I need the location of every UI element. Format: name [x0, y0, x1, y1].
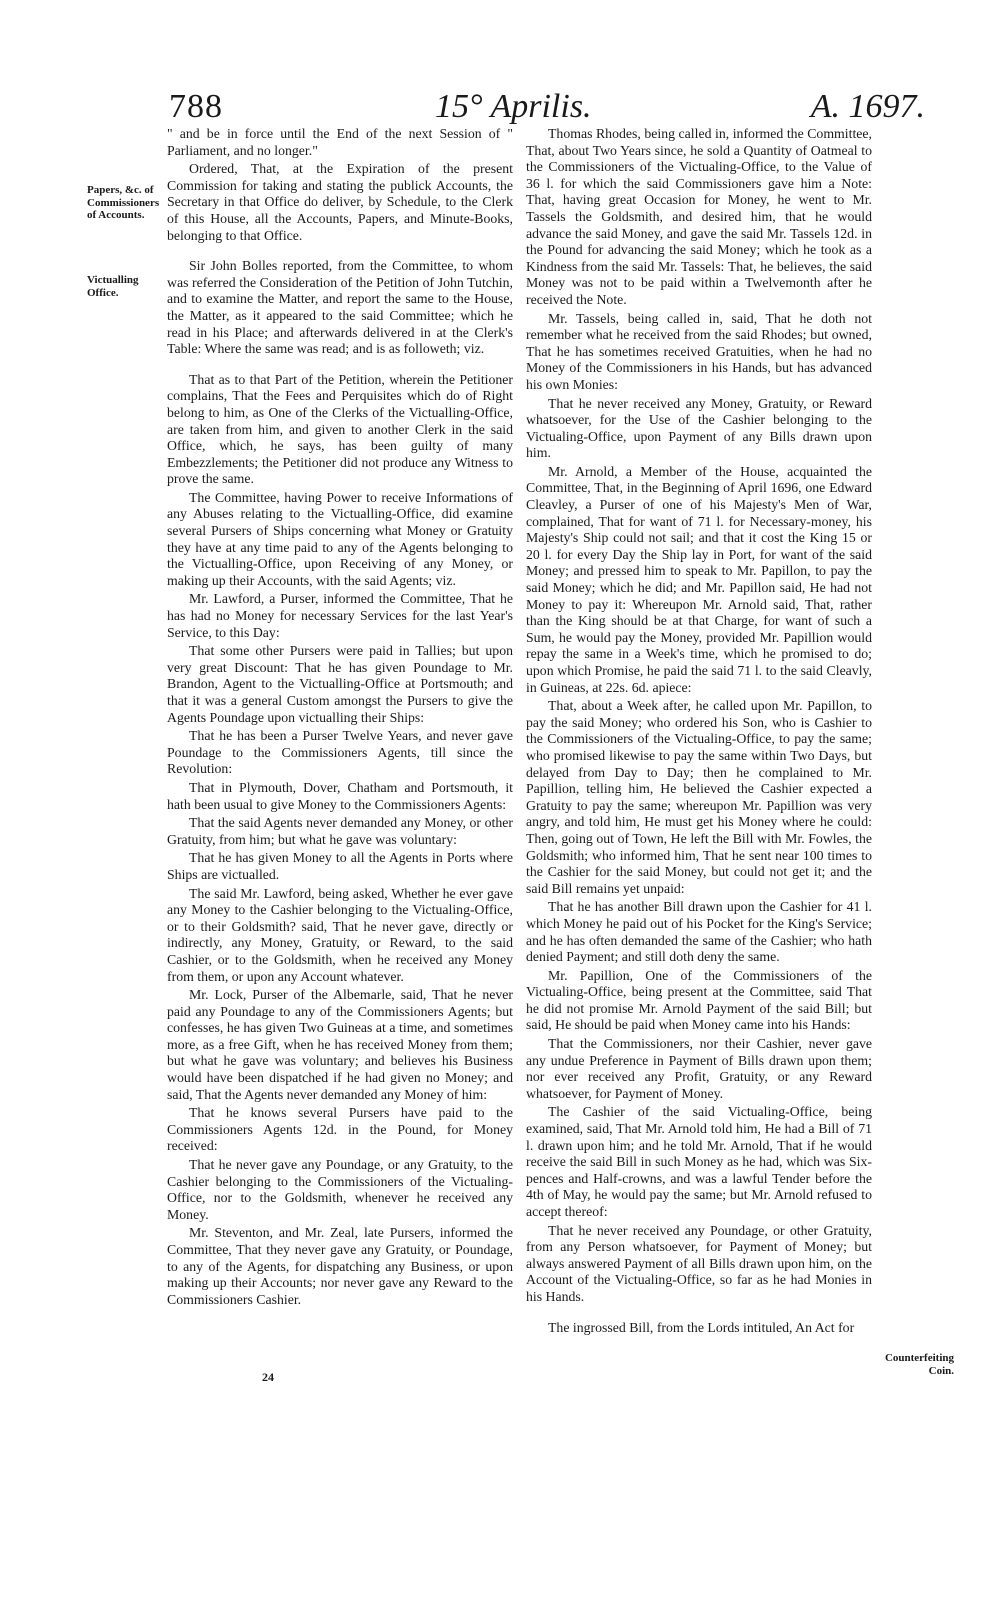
paragraph: That in Plymouth, Dover, Chatham and Portsmouth, it hath been usual to give Money to the Commissioners Agents: — [167, 779, 513, 812]
margin-note-papers: Papers, &c. of Commissioners of Accounts. — [87, 184, 160, 221]
paragraph: Mr. Papillion, One of the Commissioners of the Victualing-Office, being present at the Committee, said That he did not promise Mr. Arnold Payment of the said Bill; but said, He should be paid when Money came into his Hands: — [526, 967, 872, 1033]
paragraph: Thomas Rhodes, being called in, informed the Committee, That, about Two Years since, he sold a Quantity of Oatmeal to the Commissioners of the Victualing-Office, to the Value of 36 l. for which the said Commissioners gave him a Note: That, having great Occasion for Money, he went to Mr. Tassels the Goldsmith, and desired him, that he would advance the said Money, and gave the said Mr. Tassels 12d. in the Pound for advancing the said Money; which he took as a Kindness from the said Mr. Tassels: That, he believes, the said Money was not to be paid within a Twelvemonth after he received the Note. — [526, 126, 872, 307]
signature-mark: 24 — [262, 1370, 274, 1384]
paragraph: Mr. Lawford, a Purser, informed the Committee, That he has had no Money for necessary Services for the last Year's Service, to this Day: — [167, 591, 513, 640]
paragraph: That the Commissioners, nor their Cashier, never gave any undue Preference in Payment of Bills drawn upon them; nor ever received any Profit, Gratuity, or any Reward whatsoever, for Payment of Money. — [526, 1036, 872, 1101]
page-number: 788 — [169, 88, 223, 125]
paragraph: The Committee, having Power to receive Informations of any Abuses relating to the Victualling-Office, did examine several Pursers of Ships concerning what Money or Gratuity they have at any time paid to any of the Agents belonging to the Victualling-Office, upon Receiving of any Money, or making up their Accounts, with the said Agents; viz. — [167, 489, 513, 588]
paragraph: The ingrossed Bill, from the Lords intituled, An Act for — [548, 1319, 855, 1335]
paragraph: That some other Pursers were paid in Tallies; but upon very great Discount: That he has given Poundage to Mr. Brandon, Agent to the Victualling-Office at Portsmouth; and that it was a general Custom amongst the Pursers to give the Agents Poundage upon victualling their Ships: — [167, 643, 513, 725]
paragraph: That he has another Bill drawn upon the Cashier for 41 l. which Money he paid out of his Pocket for the King's Service; and he has often demanded the same of the Cashier; who hath denied Payment; and still doth deny the same. — [526, 899, 872, 965]
paragraph: That he never received any Money, Gratuity, or Reward whatsoever, for the Use of the Cashier belonging to the Victualing-Office, upon Payment of any Bills drawn upon him. — [526, 395, 872, 461]
paragraph: That he has been a Purser Twelve Years, and never gave Poundage to the Commissioners Agents, till since the Revolution: — [167, 728, 513, 777]
paragraph: That he never gave any Poundage, or any Gratuity, to the Cashier belonging to the Commissioners of the Victualing-Office, nor to the Goldsmith, whenever he received any Money. — [167, 1157, 513, 1222]
paragraph: That, about a Week after, he called upon Mr. Papillon, to pay the said Money; who ordered his Son, who is Cashier to the Commissioners of the Victualing-Office, to pay the same; who promised likewise to pay the same within Two Days, but delayed from Day to Day; then he complained to Mr. Papillion, telling him, He believed the Cashier expected a Gratuity to pay the same; whereupon Mr. Papillion was very angry, and told him, He must get his Money where he could: Then, going out of Town, He left the Bill with Mr. Fowles, the Goldsmith; who informed him, That he sent near 100 times to the Cashier for the said Money, but could not get it; and the said Bill remains yet unpaid: — [526, 698, 872, 896]
page-year: A. 1697. — [810, 88, 925, 125]
right-column — [526, 126, 872, 1338]
paragraph: That as to that Part of the Petition, wherein the Petitioner complains, That the Fees and Perquisites which do of Right belong to him, as One of the Clerks of the Victualling-Office, are taken from him, and given to another Clerk in the said Office, which, he says, has been guilty of many Embezzlements; the Petitioner did not produce any Witness to prove the same. — [167, 371, 513, 487]
paragraph: Mr. Arnold, a Member of the House, acquainted the Committee, That, in the Beginning of April 1696, one Edward Cleavley, a Purser of one of his Majesty's Men of War, complained, That for want of 71 l. for Necessary-money, his Majesty's Ship could not sail; and that it cost the King 15 or 20 l. for every Day the Ship lay in Port, for want of the said Money; and pressed him to speak to Mr. Papillon, to pay the said Money; which he did; and Mr. Papillon said, He had not Money to pay it: Whereupon Mr. Arnold said, That, rather than the King should be at that Charge, for want of such a Sum, he would pay the Money, provided Mr. Papillion would repay the same in a Week's time, which he promised to do; upon which Promise, he paid the said 71 l. to the said Cleavly, in Guineas, at 22s. 6d. apiece: — [526, 463, 872, 695]
paragraph: That he knows several Pursers have paid to the Commissioners Agents 12d. in the Pound, for Money received: — [167, 1105, 513, 1154]
paragraph: The Cashier of the said Victualing-Office, being examined, said, That Mr. Arnold told him, He had a Bill of 71 l. drawn upon him; and he told Mr. Arnold, That if he would receive the said Bill in such Money as he had, which was Six-pences and Half-crowns, and was a lawful Tender before the 4th of May, he would pay the same; but Mr. Arnold refused to accept thereof: — [526, 1104, 872, 1219]
page-date: 15° Aprilis. — [435, 88, 592, 125]
paragraph: The said Mr. Lawford, being asked, Whether he ever gave any Money to the Cashier belonging to the Victualing-Office, or to their Goldsmith? said, That he never gave, directly or indirectly, any Money, Gratuity, or Reward, to the said Cashier, or to the Goldsmith, when he received any Money from them, or upon any Account whatever. — [167, 885, 513, 984]
paragraph: That the said Agents never demanded any Money, or other Gratuity, from him; but what he gave was voluntary: — [167, 815, 513, 847]
paragraph: That he has given Money to all the Agents in Ports where Ships are victualled. — [167, 850, 513, 882]
paragraph: Mr. Lock, Purser of the Albemarle, said, That he never paid any Poundage to any of the Commissioners Agents; but confesses, he has given Two Guineas at a time, and sometimes more, as a free Gift, when he has received Money from them; but what he gave was voluntary; and believes his Business would have been dispatched if he had given no Money; and said, That the Agents never demanded any Money of him: — [167, 987, 513, 1102]
left-column — [167, 126, 513, 1310]
paragraph: Mr. Steventon, and Mr. Zeal, late Pursers, informed the Committee, That they never gave any Gratuity, or Poundage, to any of the Agents, for dispatching any Business, or upon making up their Accounts; nor never gave any Reward to the Commissioners Cashier. — [167, 1225, 513, 1307]
margin-note-counterfeit: Counterfeiting Coin. — [884, 1352, 954, 1377]
paragraph: That he never received any Poundage, or other Gratuity, from any Person whatsoever, for Payment of Money; but always answered Payment of all Bills drawn upon him, on the Account of the Victualing-Office, so far as he had Monies in his Hands. — [526, 1222, 872, 1304]
paragraph: " and be in force until the End of the next Session of " Parliament, and no longer." — [167, 126, 513, 158]
paragraph: Mr. Tassels, being called in, said, That he doth not remember what he received from the said Rhodes; but owned, That he has sometimes received Gratuities, when he had no Money of the Commissioners in his Hands, but has advanced his own Monies: — [526, 310, 872, 392]
paragraph: Ordered, That, at the Expiration of the present Commission for taking and stating the publick Accounts, the Secretary in that Office do deliver, by Schedule, to the Clerk of this House, all the Accounts, Papers, and Minute-Books, belonging to that Office. — [167, 161, 513, 243]
paragraph: Sir John Bolles reported, from the Committee, to whom was referred the Consideration of the Petition of John Tutchin, and to examine the Matter, and report the same to the House, the Matter, as it appeared to the said Committee; which he read in his Place; and afterwards delivered in at the Clerk's Table: Where the same was read; and is as followeth; viz. — [167, 258, 513, 357]
margin-note-victualling: Victualling Office. — [87, 274, 139, 299]
